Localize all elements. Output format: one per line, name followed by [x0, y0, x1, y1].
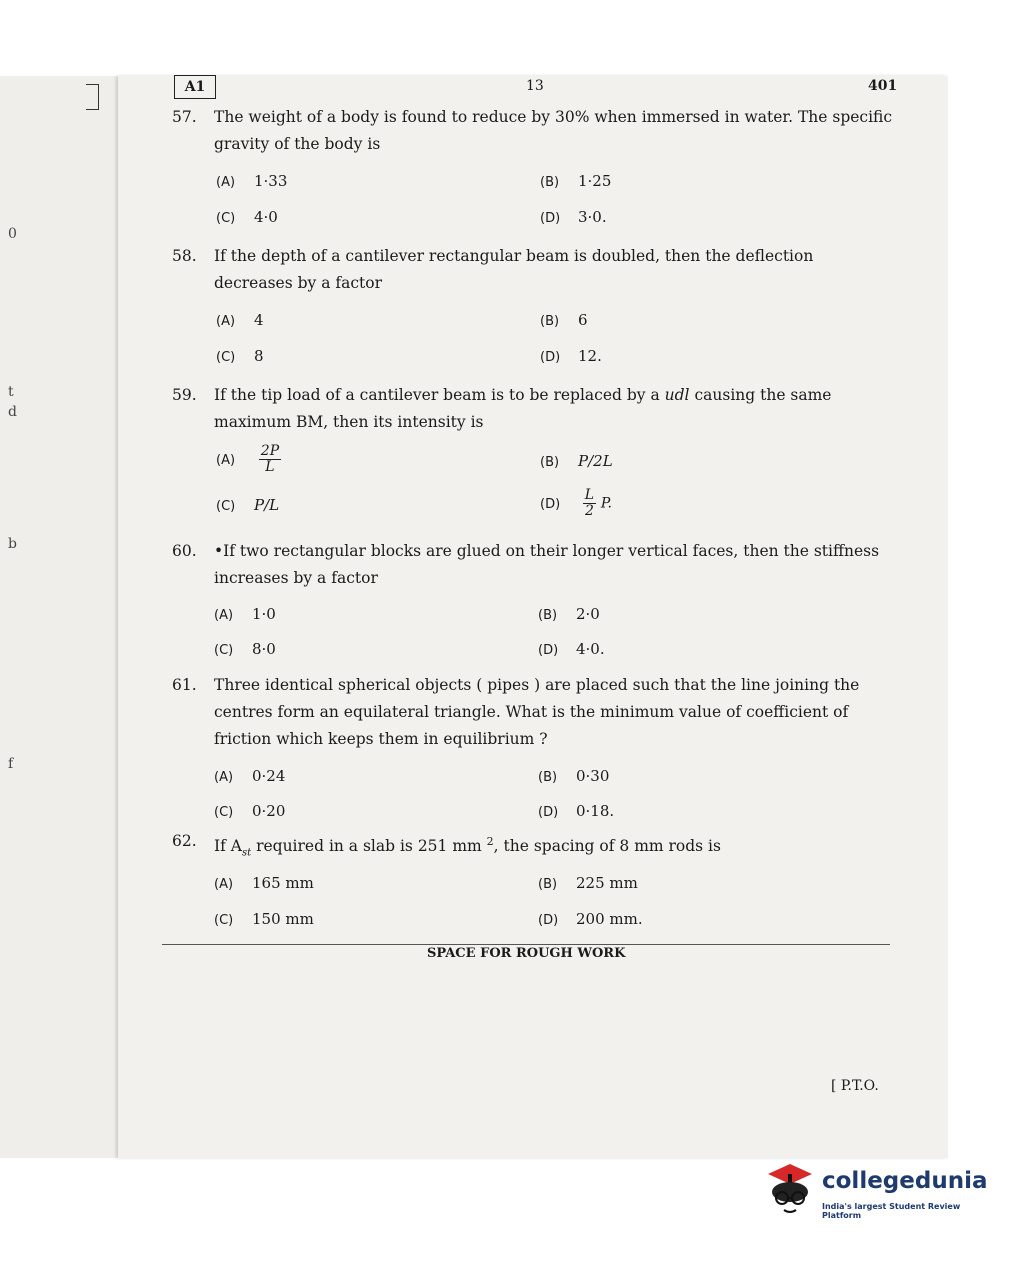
option-value: 1·0: [252, 605, 276, 623]
option-label: (A): [216, 452, 236, 468]
option-c[interactable]: [216, 208, 278, 226]
option-label: (B): [540, 314, 560, 329]
option-label: (D): [540, 350, 561, 365]
option-a[interactable]: [214, 605, 276, 623]
option-b[interactable]: [540, 452, 613, 470]
question-number: 61.: [172, 676, 197, 694]
option-value: 4·0.: [576, 640, 605, 658]
question-text: If $A_{st}$ required in a slab is 251 mm $^2$, the spacing of 8 mm rods is: [214, 835, 721, 859]
option-value: 0·24: [252, 767, 286, 785]
option-c[interactable]: [214, 640, 276, 658]
option-value: 3·0.: [578, 208, 607, 226]
option-c[interactable]: [214, 802, 285, 820]
option-d[interactable]: (D) $\frac{L}{2}$ P.: [540, 487, 612, 519]
option-b[interactable]: [538, 605, 600, 623]
margin-char: b: [8, 536, 17, 552]
option-label: (B): [538, 877, 558, 892]
option-d[interactable]: [540, 347, 602, 365]
option-value: 6: [578, 311, 588, 329]
option-value: 0·18.: [576, 802, 615, 820]
option-label: (C): [214, 913, 234, 928]
option-label: (A): [214, 877, 234, 892]
option-label: (D): [540, 496, 561, 512]
question-text: If the tip load of a cantilever beam is to be replaced by a udl causing the same maximum BM, then its intensity is: [214, 386, 832, 431]
option-a[interactable]: [216, 172, 287, 190]
question-text: The weight of a body is found to reduce by 30% when immersed in water. The specific gravity of the body is: [214, 108, 893, 153]
question-number: 60.: [172, 542, 197, 560]
option-value: 8: [254, 347, 264, 365]
collegedunia-logo: [762, 1160, 1002, 1220]
option-c[interactable]: [214, 910, 314, 928]
fraction: $\frac{2P}{L}$: [260, 443, 280, 475]
page-number: 13: [526, 78, 544, 94]
rough-work-label: SPACE FOR ROUGH WORK: [427, 946, 626, 961]
option-label: (A): [214, 770, 234, 785]
option-value: 200 mm.: [576, 910, 643, 928]
option-value: 0·20: [252, 802, 286, 820]
option-label: (B): [538, 608, 558, 623]
question-number: 57.: [172, 108, 197, 126]
option-label: (C): [216, 350, 236, 365]
margin-char: f: [8, 756, 14, 772]
option-a[interactable]: [214, 767, 285, 785]
option-a[interactable]: [216, 311, 264, 329]
question-number: 62.: [172, 832, 197, 850]
fraction: $\frac{L}{2}$: [584, 487, 595, 519]
margin-char: 0: [8, 226, 17, 242]
option-value: 2·0: [576, 605, 600, 623]
option-label: (D): [540, 211, 561, 226]
option-label: (A): [216, 314, 236, 329]
option-b[interactable]: [540, 311, 588, 329]
option-label: (C): [214, 805, 234, 820]
option-c[interactable]: [216, 496, 279, 514]
option-value: 1·25: [578, 172, 612, 190]
paper-code-box: A1: [174, 75, 216, 99]
question-number: 58.: [172, 247, 197, 265]
option-label: (C): [216, 211, 236, 226]
option-label: (B): [538, 770, 558, 785]
question-number: 59.: [172, 386, 197, 404]
paper-code: 401: [868, 78, 898, 94]
option-b[interactable]: [540, 172, 611, 190]
option-label: (A): [214, 608, 234, 623]
student-mascot-icon: [762, 1160, 818, 1220]
binding-mark: [86, 84, 99, 110]
pto-label: [ P.T.O.: [831, 1078, 879, 1094]
option-value: 4: [254, 311, 264, 329]
question-text: If the depth of a cantilever rectangular beam is doubled, then the deflection decreases by a factor: [214, 247, 814, 292]
previous-page-edge: [0, 76, 118, 1158]
option-value: 1·33: [254, 172, 288, 190]
option-label: (C): [216, 499, 236, 514]
option-b[interactable]: [538, 874, 638, 892]
option-d[interactable]: [538, 910, 643, 928]
divider: [162, 944, 890, 945]
margin-char: t: [8, 384, 14, 400]
option-label: (D): [538, 643, 559, 658]
option-label: (D): [538, 913, 559, 928]
margin-char: d: [8, 404, 17, 420]
option-label: (C): [214, 643, 234, 658]
question-text: •If two rectangular blocks are glued on their longer vertical faces, then the stiffness increases by a factor: [214, 542, 880, 587]
option-value: 225 mm: [576, 874, 638, 892]
option-d[interactable]: [538, 802, 614, 820]
option-d[interactable]: [540, 208, 607, 226]
option-label: (B): [540, 455, 560, 470]
option-label: (D): [538, 805, 559, 820]
option-value: 8·0: [252, 640, 276, 658]
option-value: 150 mm: [252, 910, 314, 928]
option-value: P/2L: [578, 452, 613, 470]
option-label: (A): [216, 175, 236, 190]
option-b[interactable]: [538, 767, 609, 785]
option-value: P/L: [254, 496, 280, 514]
option-label: (B): [540, 175, 560, 190]
option-a[interactable]: [214, 874, 314, 892]
brand-tagline: India's largest Student Review Platform: [822, 1202, 961, 1220]
option-value: 0·30: [576, 767, 610, 785]
option-value: 4·0: [254, 208, 278, 226]
option-value: 12.: [578, 347, 602, 365]
option-d[interactable]: [538, 640, 605, 658]
option-c[interactable]: [216, 347, 264, 365]
brand-name: collegedunia: [822, 1168, 988, 1194]
option-a[interactable]: [216, 444, 281, 475]
question-text: Three identical spherical objects ( pipes ) are placed such that the line joining the centres form an equilateral triangle. What is the minimum value of coefficient of friction which keeps them in equilibrium ?: [214, 676, 860, 748]
option-value: 165 mm: [252, 874, 314, 892]
